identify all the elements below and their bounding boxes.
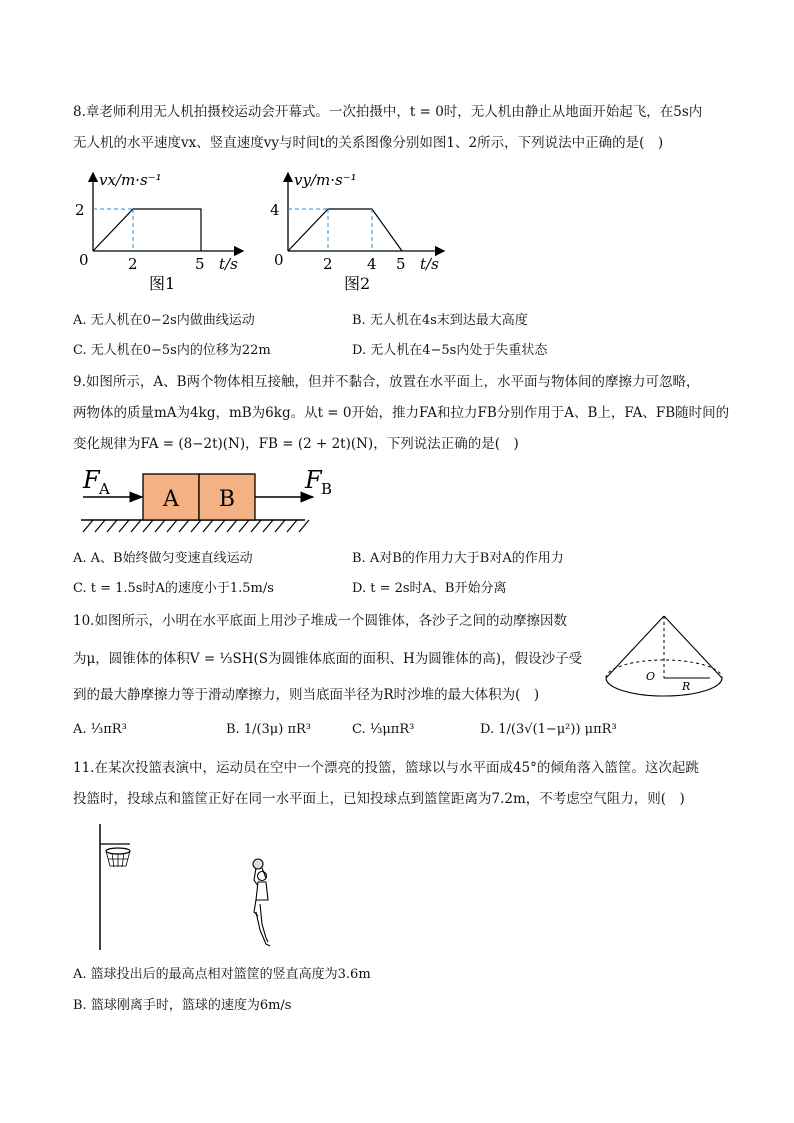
fig2-ytick: 4 <box>270 201 280 219</box>
q9-stem-line1: 9.如图所示，A、B两个物体相互接触，但并不黏合，放置在水平面上，水平面与物体间的摩擦力可忽略， <box>73 374 700 390</box>
q8-figure-2 <box>268 165 458 295</box>
q10-option-d[interactable]: D. 1/(3√(1−μ²)) μπR³ <box>480 722 617 737</box>
fig1-graph-line <box>93 209 201 251</box>
hoop-rim <box>106 848 130 854</box>
player-foot-1 <box>266 938 268 942</box>
fig2-ylabel: vy/m·s⁻¹ <box>294 171 357 189</box>
q9-option-d[interactable]: D. t = 2s时A、B开始分离 <box>352 581 507 596</box>
q8-stem-line2: 无人机的水平速度vx、竖直速度vy与时间t的关系图像分别如图1、2所示，下列说法中正确的是( ) <box>73 135 664 151</box>
force-b-label: F <box>305 466 322 494</box>
block-b-label: B <box>218 487 236 512</box>
q8-stem-line1: 8.章老师利用无人机拍摄校运动会开幕式。一次拍摄中，t = 0时，无人机由静止从地面开始起飞，在5s内 <box>73 104 703 120</box>
q11-option-b[interactable]: B. 篮球刚离手时，篮球的速度为6m/s <box>73 998 292 1013</box>
fig1-ylabel: vx/m·s⁻¹ <box>99 171 162 189</box>
q11-option-a[interactable]: A. 篮球投出后的最高点相对篮筐的竖直高度为3.6m <box>73 967 371 982</box>
q10-cone-figure <box>600 612 728 704</box>
q9-figure <box>73 460 343 540</box>
q8-option-c[interactable]: C. 无人机在0−5s内的位移为22m <box>73 343 271 358</box>
fig1-caption: 图1 <box>149 274 176 293</box>
q11-basketball-figure <box>90 820 290 955</box>
fig1-ytick: 2 <box>75 201 85 219</box>
q9-stem-line3: 变化规律为FA = (8−2t)(N)，FB = (2 + 2t)(N)，下列说法正确的是( ) <box>73 436 519 452</box>
basketball <box>253 859 263 869</box>
q8-figure-1 <box>73 165 253 295</box>
q9-option-a[interactable]: A. A、B始终做匀变速直线运动 <box>73 551 253 566</box>
cone-label-o: O <box>646 670 656 683</box>
q9-option-c[interactable]: C. t = 1.5s时A的速度小于1.5m/s <box>73 581 274 596</box>
player-foot-2 <box>266 944 270 946</box>
force-b-subscript: B <box>321 480 333 498</box>
q9-stem-line2: 两物体的质量mA为4kg，mB为6kg。从t = 0开始，推力FA和拉力FB分别作用于A、B上，FA、FB随时间的 <box>73 405 730 421</box>
fig1-xtick-5: 5 <box>195 255 205 273</box>
fig2-xtick-5: 5 <box>396 255 406 273</box>
q10-stem-line3: 到的最大静摩擦力等于滑动摩擦力，则当底面半径为R时沙堆的最大体积为( ) <box>73 687 540 703</box>
fig2-graph-line <box>288 209 402 251</box>
q10-option-a[interactable]: A. ⅓πR³ <box>73 722 127 737</box>
cone-base-front <box>606 678 722 696</box>
q10-stem-line1: 10.如图所示，小明在水平底面上用沙子堆成一个圆锥体，各沙子之间的动摩擦因数 <box>73 613 567 629</box>
fig2-xtick-2: 2 <box>323 255 333 273</box>
force-a-subscript: A <box>99 480 110 498</box>
q8-option-b[interactable]: B. 无人机在4s末到达最大高度 <box>352 313 528 328</box>
q8-option-a[interactable]: A. 无人机在0−2s内做曲线运动 <box>73 313 255 328</box>
q10-stem-line2: 为μ，圆锥体的体积V = ⅓SH(S为圆锥体底面的面积、H为圆锥体的高)，假设沙子受 <box>73 651 583 667</box>
q8-option-d[interactable]: D. 无人机在4−5s内处于失重状态 <box>352 343 548 358</box>
fig1-xtick-2: 2 <box>128 255 138 273</box>
cone-label-r: R <box>682 680 691 693</box>
ground-hatching <box>83 520 309 532</box>
block-a-label: A <box>163 487 179 512</box>
player-torso <box>256 882 268 900</box>
fig1-xlabel: t/s <box>219 255 238 273</box>
fig2-xlabel: t/s <box>420 255 439 273</box>
q11-stem-line2: 投篮时，投球点和篮筐正好在同一水平面上，已知投球点到篮筐距离为7.2m，不考虑空气阻力，则( ) <box>73 791 685 807</box>
q11-stem-line1: 11.在某次投篮表演中，运动员在空中一个漂亮的投篮，篮球以与水平面成45°的倾角落入篮筐。这次起跳 <box>73 760 699 776</box>
fig1-origin: 0 <box>79 251 89 269</box>
q10-option-b[interactable]: B. 1/(3μ) πR³ <box>226 722 312 737</box>
fig2-xtick-4: 4 <box>367 255 377 273</box>
force-a-label: F <box>83 466 100 494</box>
fig2-caption: 图2 <box>344 274 371 293</box>
cone-base-back <box>606 660 722 678</box>
q9-option-b[interactable]: B. A对B的作用力大于B对A的作用力 <box>352 551 564 566</box>
q10-option-c[interactable]: C. ⅓μπR³ <box>352 722 415 737</box>
player-silhouette <box>253 859 270 946</box>
fig2-origin: 0 <box>274 251 284 269</box>
